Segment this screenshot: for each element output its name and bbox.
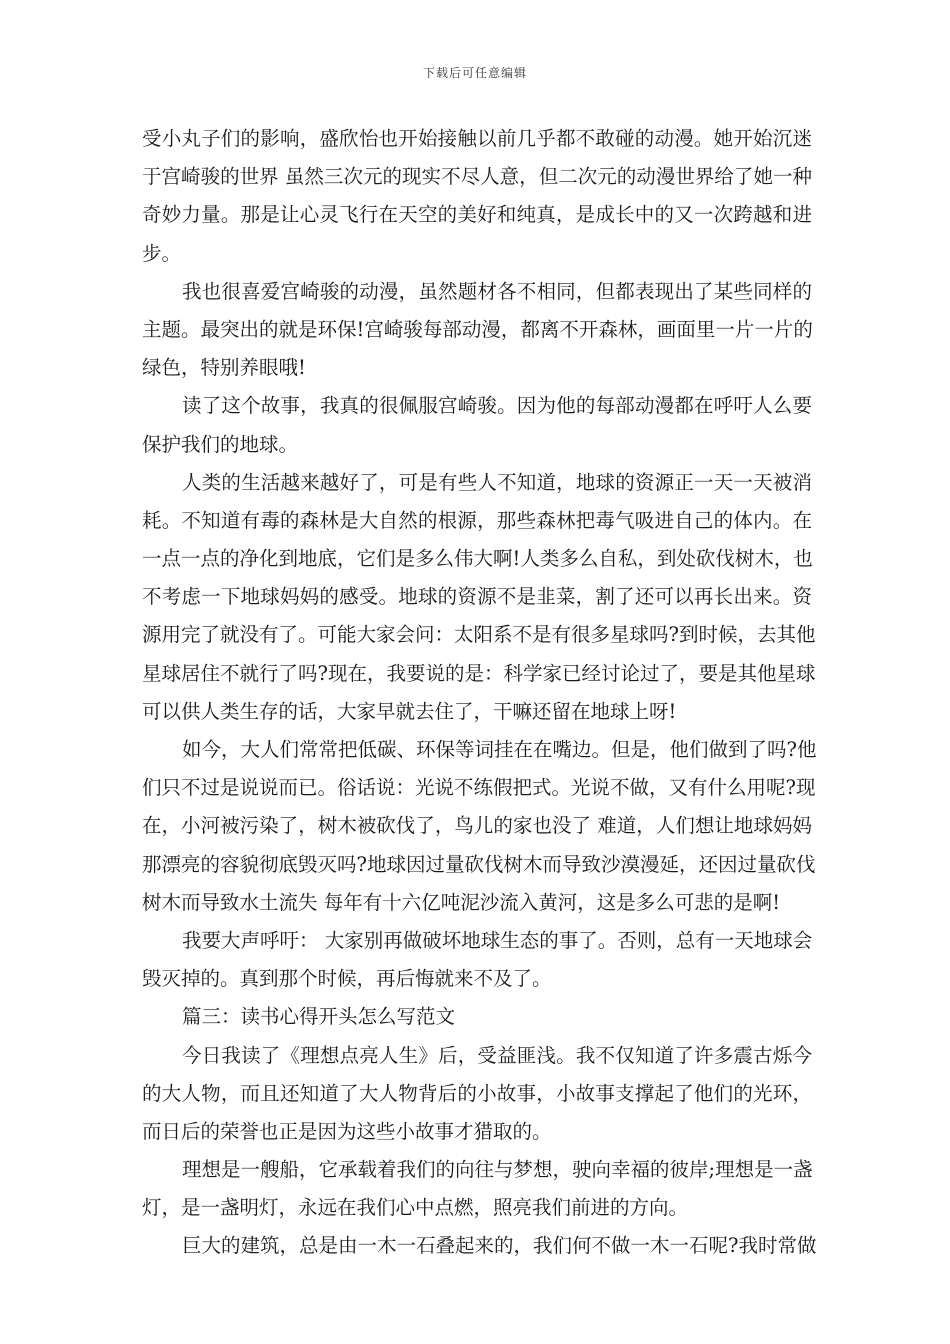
- text-line: 树木而导致水土流失 每年有十六亿吨泥沙流入黄河，这是多么可悲的是啊!: [142, 890, 781, 914]
- text-line: 不考虑一下地球妈妈的感受。地球的资源不是韭菜，割了还可以再长出来。资: [142, 585, 812, 609]
- text-line: 受小丸子们的影响，盛欣怡也开始接触以前几乎都不敢碰的动漫。她开始沉迷: [142, 127, 812, 150]
- text-line: 理想是一艘船，它承载着我们的向往与梦想，驶向幸福的彼岸;理想是一盏: [182, 1158, 813, 1182]
- text-line: 一点一点的净化到地底，它们是多么伟大啊!人类多么自私，到处砍伐树木，也: [142, 547, 813, 571]
- text-line: 步。: [142, 241, 182, 265]
- text-line: 们只不过是说说而已。俗话说：光说不练假把式。光说不做，又有什么用呢?现: [142, 776, 816, 800]
- text-line: 可以供人类生存的话，大家早就去住了，干嘛还留在地球上呀!: [142, 699, 677, 723]
- text-line: 星球居住不就行了吗?现在，我要说的是：科学家已经讨论过了，要是其他星球: [142, 661, 816, 685]
- page-header: 下载后可任意编辑: [422, 66, 527, 80]
- text-line: 灯，是一盏明灯，永远在我们心中点燃，照亮我们前进的方向。: [142, 1196, 689, 1220]
- text-line: 人类的生活越来越好了，可是有些人不知道，地球的资源正一天一天被消: [182, 470, 812, 494]
- text-line: 源用完了就没有了。可能大家会问：太阳系不是有很多星球吗?到时候，去其他: [142, 623, 816, 647]
- document-body: [142, 120, 817, 1266]
- text-line: 我要大声呼吁： 大家别再做破坏地球生态的事了。否则，总有一天地球会: [182, 928, 813, 952]
- text-line: 保护我们的地球。: [142, 432, 299, 456]
- text-line: 绿色，特别养眼哦!: [142, 356, 306, 380]
- text-line: 篇三：读书心得开头怎么写范文: [182, 1005, 456, 1029]
- text-line: 在，小河被污染了，树木被砍伐了，鸟儿的家也没了 难道，人们想让地球妈妈: [142, 814, 812, 838]
- text-line: 于宫崎骏的世界 虽然三次元的现实不尽人意，但二次元的动漫世界给了她一种: [142, 165, 812, 189]
- text-line: 巨大的建筑，总是由一木一石叠起来的，我们何不做一木一石呢?我时常做: [182, 1234, 817, 1258]
- text-line: 的大人物，而且还知道了大人物背后的小故事，小故事支撑起了他们的光环，: [142, 1081, 812, 1105]
- text-line: 读了这个故事，我真的很佩服宫崎骏。因为他的每部动漫都在呼吁人么要: [182, 394, 812, 418]
- text-line: 那漂亮的容貌彻底毁灭吗?地球因过量砍伐树木而导致沙漠漫延，还因过量砍伐: [142, 852, 816, 876]
- text-line: 毁灭掉的。真到那个时候，再后悔就来不及了。: [142, 967, 552, 991]
- text-line: 耗。不知道有毒的森林是大自然的根源，那些森林把毒气吸进自己的体内。在: [142, 508, 812, 532]
- text-line: 今日我读了《理想点亮人生》后，受益匪浅。我不仅知道了许多震古烁今: [182, 1043, 812, 1067]
- text-line: 奇妙力量。那是让心灵飞行在天空的美好和纯真，是成长中的又一次跨越和进: [142, 203, 812, 227]
- text-line: 如今，大人们常常把低碳、环保等词挂在在嘴边。但是，他们做到了吗?他: [182, 738, 817, 761]
- text-line: 主题。最突出的就是环保!宫崎骏每部动漫，都离不开森林，画面里一片一片的: [142, 317, 813, 341]
- text-line: 我也很喜爱宫崎骏的动漫，虽然题材各不相同，但都表现出了某些同样的: [182, 279, 812, 303]
- text-line: 而日后的荣誉也正是因为这些小故事才猎取的。: [142, 1119, 552, 1143]
